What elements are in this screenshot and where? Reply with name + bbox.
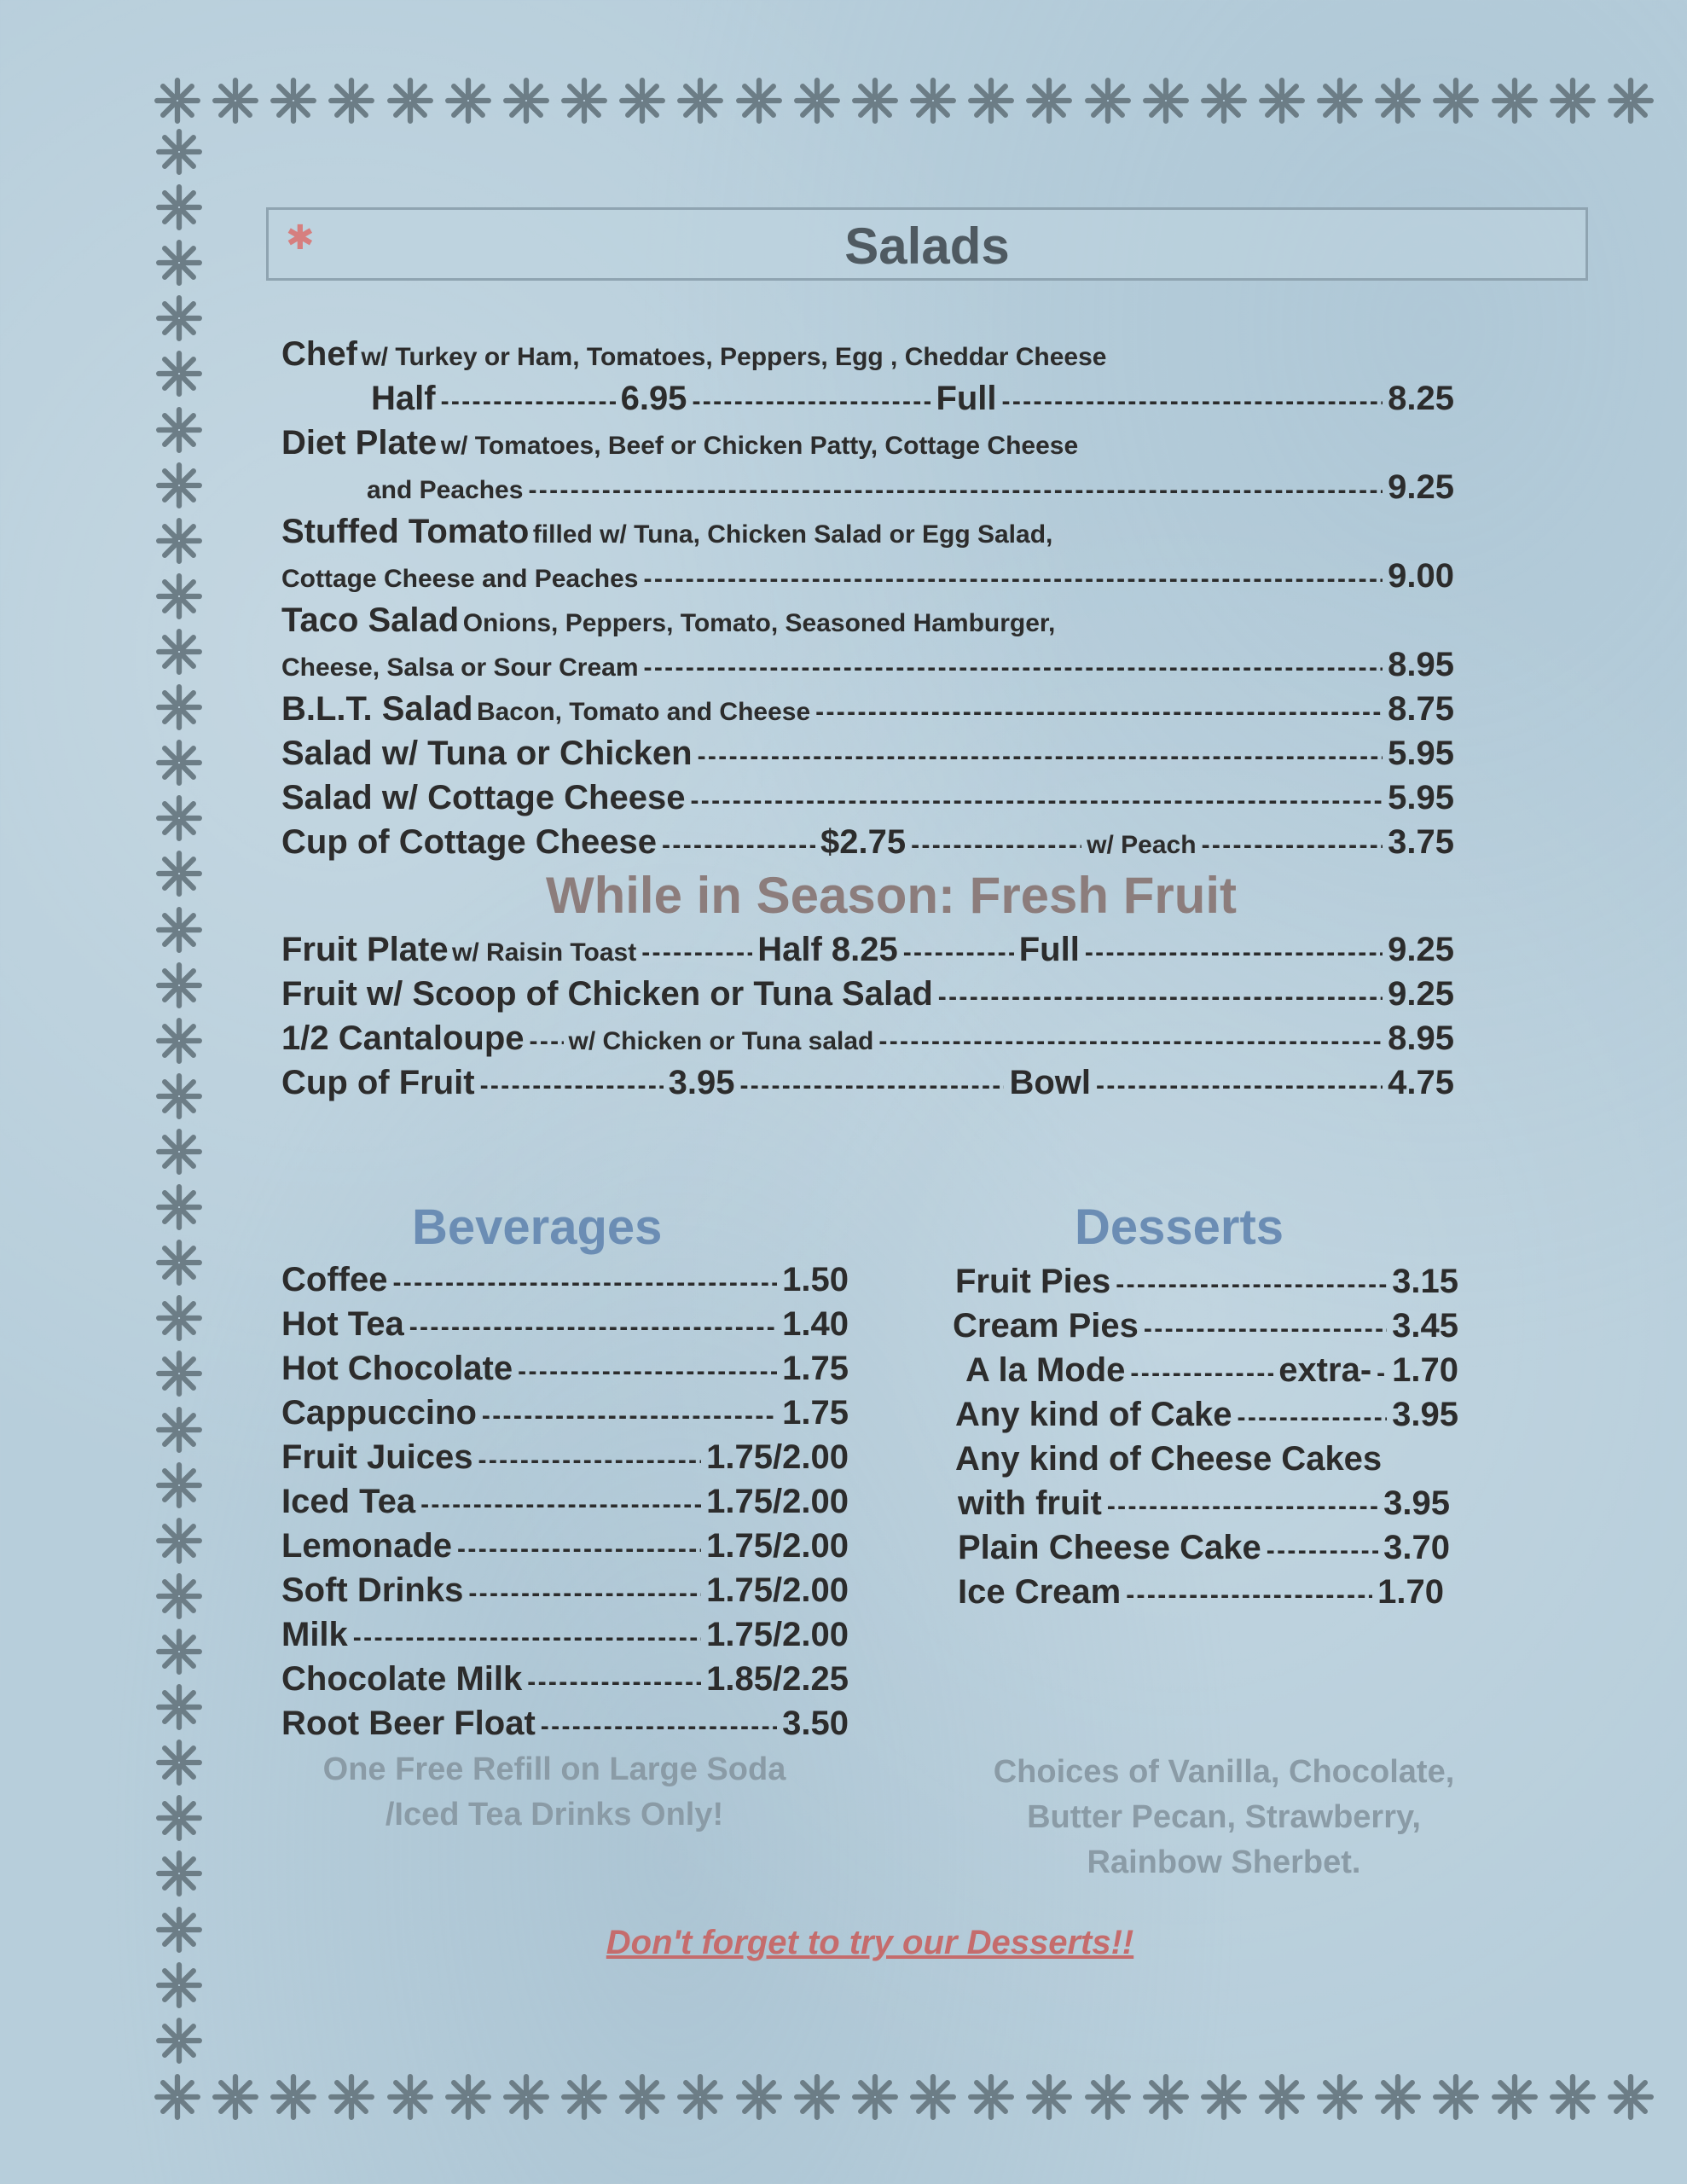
asterisk-star-icon [1607, 2073, 1655, 2121]
item-desc: filled w/ Tuna, Chicken Salad or Egg Salad, [532, 520, 1053, 549]
asterisk-star-icon [212, 2073, 259, 2121]
item-price-alt: 3.95 [668, 1064, 735, 1101]
dot-leader [911, 831, 1081, 860]
dot-leader [662, 831, 815, 860]
dot-leader [878, 1027, 1383, 1056]
asterisk-star-icon [502, 77, 550, 125]
asterisk-star-icon [793, 2073, 841, 2121]
item-price: 4.75 [1388, 1064, 1454, 1101]
dot-leader [1202, 831, 1383, 860]
beverage-item [281, 1705, 849, 1749]
item-name: Salad w/ Tuna or Chicken [281, 735, 693, 772]
asterisk-star-icon [618, 2073, 666, 2121]
item-name: Coffee [281, 1261, 388, 1298]
asterisk-star-icon [1200, 2073, 1248, 2121]
dot-leader [482, 1394, 777, 1432]
dot-leader [441, 387, 616, 416]
item-full-label: Full [1018, 931, 1080, 968]
dessert-item [953, 1307, 1458, 1351]
item-price: 9.00 [1388, 557, 1454, 595]
menu-item-diet-plate [281, 424, 1454, 468]
item-price: 3.15 [1392, 1263, 1458, 1300]
asterisk-star-icon [1491, 77, 1539, 125]
asterisk-star-icon [155, 1739, 203, 1786]
dot-leader [409, 1305, 777, 1344]
dot-leader [480, 1072, 664, 1101]
item-price-alt: $2.75 [820, 823, 907, 861]
asterisk-star-icon [1025, 2073, 1073, 2121]
asterisk-star-icon [155, 128, 203, 176]
note-line: One Free Refill on Large Soda [322, 1751, 786, 1787]
dot-leader [1107, 1484, 1378, 1523]
beverage-item [281, 1660, 849, 1705]
item-name: B.L.T. Salad [281, 690, 473, 728]
asterisk-star-icon [444, 77, 492, 125]
menu-item-chef [281, 335, 1454, 380]
item-name: Plain Cheese Cake [958, 1529, 1261, 1566]
item-price: 8.75 [1388, 690, 1454, 728]
item-name: Hot Chocolate [281, 1350, 513, 1387]
asterisk-star-icon [851, 2073, 899, 2121]
asterisk-star-icon [1607, 77, 1655, 125]
dot-leader [938, 983, 1383, 1012]
item-price: 5.95 [1388, 779, 1454, 816]
item-name: Diet Plate [281, 424, 438, 462]
desserts-reminder: Don't forget to try our Desserts!! [606, 1924, 1134, 1961]
item-name: Fruit Pies [955, 1263, 1111, 1300]
item-desc: w/ Tomatoes, Beef or Chicken Patty, Cottage Cheese [440, 432, 1079, 460]
dot-leader [392, 1261, 777, 1299]
item-price: 9.25 [1388, 468, 1454, 506]
dot-leader [1144, 1307, 1387, 1345]
menu-item-diet-plate-cont [367, 468, 1454, 513]
dot-leader [1267, 1529, 1378, 1567]
item-name: Any kind of Cheese Cakes [955, 1440, 1383, 1478]
asterisk-star-icon [444, 2073, 492, 2121]
asterisk-star-icon [793, 77, 841, 125]
dot-leader [1002, 387, 1383, 416]
item-price: 1.75/2.00 [706, 1571, 849, 1609]
asterisk-star-icon [155, 1072, 203, 1120]
item-name: A la Mode [965, 1351, 1126, 1389]
menu-item-blt-salad [281, 690, 1454, 735]
item-name: Any kind of Cake [955, 1396, 1232, 1433]
item-name: Lemonade [281, 1527, 453, 1565]
asterisk-star-icon [386, 77, 434, 125]
asterisk-star-icon [1258, 2073, 1306, 2121]
item-price: 8.25 [1388, 380, 1454, 417]
asterisk-star-icon [676, 2073, 724, 2121]
asterisk-star-icon [155, 1128, 203, 1176]
dot-leader [420, 1483, 701, 1521]
item-price: 1.75/2.00 [706, 1483, 849, 1520]
asterisk-star-icon [155, 406, 203, 454]
asterisk-star-icon [735, 77, 783, 125]
item-name: Cup of Fruit [281, 1064, 475, 1101]
asterisk-star-icon [155, 1406, 203, 1454]
asterisk-star-icon [155, 1961, 203, 2009]
desserts-heading: Desserts [1075, 1199, 1284, 1255]
beverage-item [281, 1571, 849, 1616]
asterisk-star-icon [328, 77, 375, 125]
asterisk-star-icon [386, 2073, 434, 2121]
asterisk-star-icon [155, 517, 203, 565]
item-name: Chocolate Milk [281, 1660, 523, 1698]
asterisk-star-icon [851, 77, 899, 125]
item-price: 1.75 [782, 1394, 849, 1432]
dot-leader [1085, 938, 1383, 967]
item-price: 1.75/2.00 [706, 1438, 849, 1476]
asterisk-star-icon [155, 1794, 203, 1842]
left-star-border [149, 128, 209, 2065]
asterisk-star-icon [560, 77, 608, 125]
dot-leader [530, 1027, 564, 1056]
asterisk-star-icon [155, 1572, 203, 1620]
menu-item-cup-cottage-cheese [281, 823, 1454, 868]
item-half-label: Half [371, 380, 436, 417]
item-price: 1.40 [782, 1305, 849, 1343]
dessert-item [958, 1529, 1450, 1573]
asterisk-star-icon [155, 1683, 203, 1731]
asterisk-star-icon [618, 77, 666, 125]
dot-leader [1377, 1351, 1387, 1390]
item-desc: Onions, Peppers, Tomato, Seasoned Hamburger, [462, 609, 1056, 637]
asterisk-star-icon [155, 739, 203, 787]
menu-item-stuffed-tomato [281, 513, 1454, 557]
asterisk-star-icon [270, 2073, 317, 2121]
item-full-label: Full [936, 380, 997, 417]
asterisk-star-icon [1549, 77, 1597, 125]
salads-header-box [266, 207, 1588, 281]
beverage-item [281, 1350, 849, 1394]
asterisk-star-icon [1084, 2073, 1132, 2121]
item-name: Root Beer Float [281, 1705, 536, 1742]
item-name: Cappuccino [281, 1394, 477, 1432]
dessert-item [958, 1484, 1450, 1529]
dot-leader [1096, 1072, 1383, 1101]
item-price: 3.95 [1392, 1396, 1458, 1433]
item-name: Cup of Cottage Cheese [281, 823, 658, 861]
item-extra: extra- [1278, 1351, 1372, 1389]
asterisk-star-icon [502, 2073, 550, 2121]
asterisk-star-icon [1316, 77, 1364, 125]
menu-item-taco-salad [281, 601, 1454, 646]
asterisk-star-icon [1374, 2073, 1422, 2121]
asterisk-star-icon [155, 462, 203, 509]
asterisk-star-icon [155, 628, 203, 676]
asterisk-star-icon [155, 1017, 203, 1065]
item-name: Ice Cream [958, 1573, 1122, 1611]
dot-leader [1126, 1573, 1372, 1612]
beverage-item [281, 1527, 849, 1571]
dot-leader [698, 742, 1383, 771]
menu-item-cantaloupe [281, 1019, 1454, 1064]
item-name: Fruit w/ Scoop of Chicken or Tuna Salad [281, 975, 933, 1013]
dot-leader [690, 787, 1383, 816]
asterisk-star-icon [155, 572, 203, 620]
note-line: /Iced Tea Drinks Only! [385, 1797, 724, 1833]
menu-item-chef-prices [371, 380, 1454, 424]
asterisk-star-icon [154, 2073, 201, 2121]
dot-leader [478, 1438, 702, 1477]
item-price: 1.75/2.00 [706, 1527, 849, 1565]
item-name: Fruit Juices [281, 1438, 473, 1476]
menu-item-salad-tuna-chicken [281, 735, 1454, 779]
menu-item-fruit-plate [281, 931, 1454, 975]
item-name: with fruit [958, 1484, 1102, 1522]
asterisk-star-icon [1258, 77, 1306, 125]
beverage-item [281, 1305, 849, 1350]
dot-leader [527, 1660, 701, 1699]
item-name: Stuffed Tomato [281, 513, 530, 550]
item-price: 1.75/2.00 [706, 1616, 849, 1653]
item-price: 5.95 [1388, 735, 1454, 772]
fresh-fruit-heading: While in Season: Fresh Fruit [545, 867, 1238, 924]
dessert-item [955, 1396, 1458, 1440]
item-price: 1.85/2.25 [706, 1660, 849, 1698]
dot-leader [644, 653, 1383, 682]
asterisk-star-icon [1549, 2073, 1597, 2121]
asterisk-star-icon [155, 1239, 203, 1287]
asterisk-star-icon [328, 2073, 375, 2121]
item-price: 9.25 [1388, 975, 1454, 1013]
item-price: 1.50 [782, 1261, 849, 1298]
dot-leader [1116, 1263, 1387, 1301]
item-desc: Cottage Cheese and Peaches [281, 565, 639, 593]
item-name: Cream Pies [953, 1307, 1139, 1345]
asterisk-star-icon [155, 683, 203, 731]
item-desc: w/ Chicken or Tuna salad [568, 1027, 874, 1055]
top-star-border [154, 67, 1655, 135]
note-line: Choices of Vanilla, Chocolate, [993, 1754, 1455, 1790]
item-price: 3.95 [1383, 1484, 1450, 1522]
beverages-heading: Beverages [412, 1199, 663, 1255]
asterisk-star-icon [967, 2073, 1015, 2121]
beverage-item [281, 1261, 849, 1305]
asterisk-star-icon [1432, 77, 1480, 125]
beverage-item [281, 1438, 849, 1483]
item-price: 3.45 [1392, 1307, 1458, 1345]
dot-leader [468, 1571, 701, 1610]
dot-leader [518, 1350, 777, 1388]
item-price: 1.70 [1377, 1573, 1444, 1611]
dessert-item [955, 1440, 1467, 1484]
dot-leader [457, 1527, 701, 1565]
dot-leader [541, 1705, 777, 1743]
asterisk-star-icon [1200, 77, 1248, 125]
asterisk-star-icon [155, 1628, 203, 1676]
beverage-item [281, 1483, 849, 1527]
beverages-refill-note [256, 1747, 853, 1838]
item-price: 3.50 [782, 1705, 849, 1742]
asterisk-star-icon [155, 961, 203, 1009]
menu-item-cup-of-fruit [281, 1064, 1454, 1108]
asterisk-star-icon [155, 350, 203, 398]
menu-item-salad-cottage-cheese [281, 779, 1454, 823]
item-name: Fruit Plate [281, 931, 449, 968]
item-price: 1.75 [782, 1350, 849, 1387]
item-price: 1.70 [1392, 1351, 1458, 1389]
asterisk-star-icon [155, 294, 203, 342]
asterisk-star-icon [155, 1850, 203, 1897]
asterisk-star-icon [155, 2017, 203, 2065]
asterisk-star-icon [1432, 2073, 1480, 2121]
dot-leader [903, 938, 1014, 967]
item-desc: Bacon, Tomato and Cheese [476, 698, 811, 726]
dot-leader [815, 698, 1383, 727]
dot-leader [692, 387, 930, 416]
dot-leader [528, 476, 1383, 505]
asterisk-star-icon [1316, 2073, 1364, 2121]
asterisk-star-icon [1374, 77, 1422, 125]
dot-leader [739, 1072, 1004, 1101]
menu-item-stuffed-tomato-cont [281, 557, 1454, 601]
asterisk-star-icon [155, 1294, 203, 1342]
asterisk-star-icon [1142, 2073, 1190, 2121]
dot-leader [1130, 1351, 1273, 1390]
item-name: Iced Tea [281, 1483, 416, 1520]
item-desc: w/ Turkey or Ham, Tomatoes, Peppers, Egg , Cheddar Cheese [361, 343, 1107, 371]
item-half-price: 6.95 [620, 380, 687, 417]
dot-leader [353, 1616, 701, 1654]
asterisk-star-icon [560, 2073, 608, 2121]
asterisk-star-icon [155, 1517, 203, 1565]
menu-item-taco-salad-cont [281, 646, 1454, 690]
asterisk-star-icon [154, 77, 201, 125]
item-extra: w/ Peach [1087, 831, 1197, 859]
red-star-icon: ✱ [286, 219, 315, 257]
item-bowl-label: Bowl [1009, 1064, 1092, 1101]
dessert-item [955, 1263, 1458, 1307]
beverage-item [281, 1616, 849, 1660]
item-half: Half 8.25 [757, 931, 898, 968]
asterisk-star-icon [155, 1461, 203, 1509]
item-name: 1/2 Cantaloupe [281, 1019, 525, 1057]
asterisk-star-icon [1142, 77, 1190, 125]
item-name: Hot Tea [281, 1305, 404, 1343]
asterisk-star-icon [909, 77, 957, 125]
dessert-item [965, 1351, 1458, 1396]
item-name: Salad w/ Cottage Cheese [281, 779, 686, 816]
dessert-item [958, 1573, 1444, 1618]
asterisk-star-icon [212, 77, 259, 125]
asterisk-star-icon [1491, 2073, 1539, 2121]
dot-leader [644, 565, 1383, 594]
item-price: 8.95 [1388, 1019, 1454, 1057]
item-name: Milk [281, 1616, 348, 1653]
desserts-choices-note [904, 1750, 1544, 1885]
dot-leader [1238, 1396, 1388, 1434]
item-desc: w/ Raisin Toast [452, 938, 637, 967]
note-line: Butter Pecan, Strawberry, [1027, 1799, 1421, 1835]
asterisk-star-icon [270, 77, 317, 125]
asterisk-star-icon [155, 1350, 203, 1397]
item-desc: and Peaches [367, 476, 524, 504]
beverage-item [281, 1394, 849, 1438]
item-name: Soft Drinks [281, 1571, 464, 1609]
item-desc: Cheese, Salsa or Sour Cream [281, 653, 639, 682]
item-name: Taco Salad [281, 601, 460, 639]
item-price: 8.95 [1388, 646, 1454, 683]
item-price: 9.25 [1388, 931, 1454, 968]
salads-title: Salads [844, 218, 1010, 275]
item-name: Chef [281, 335, 357, 373]
menu-item-fruit-scoop [281, 975, 1454, 1019]
item-price: 3.70 [1383, 1529, 1450, 1566]
note-line: Rainbow Sherbet. [1087, 1844, 1361, 1880]
asterisk-star-icon [155, 183, 203, 231]
asterisk-star-icon [155, 794, 203, 842]
asterisk-star-icon [735, 2073, 783, 2121]
item-price: 3.75 [1388, 823, 1454, 861]
asterisk-star-icon [155, 239, 203, 287]
asterisk-star-icon [909, 2073, 957, 2121]
asterisk-star-icon [967, 77, 1015, 125]
asterisk-star-icon [676, 77, 724, 125]
asterisk-star-icon [1084, 77, 1132, 125]
asterisk-star-icon [1025, 77, 1073, 125]
asterisk-star-icon [155, 1183, 203, 1231]
bottom-star-border [154, 2063, 1655, 2131]
dot-leader [641, 938, 752, 967]
